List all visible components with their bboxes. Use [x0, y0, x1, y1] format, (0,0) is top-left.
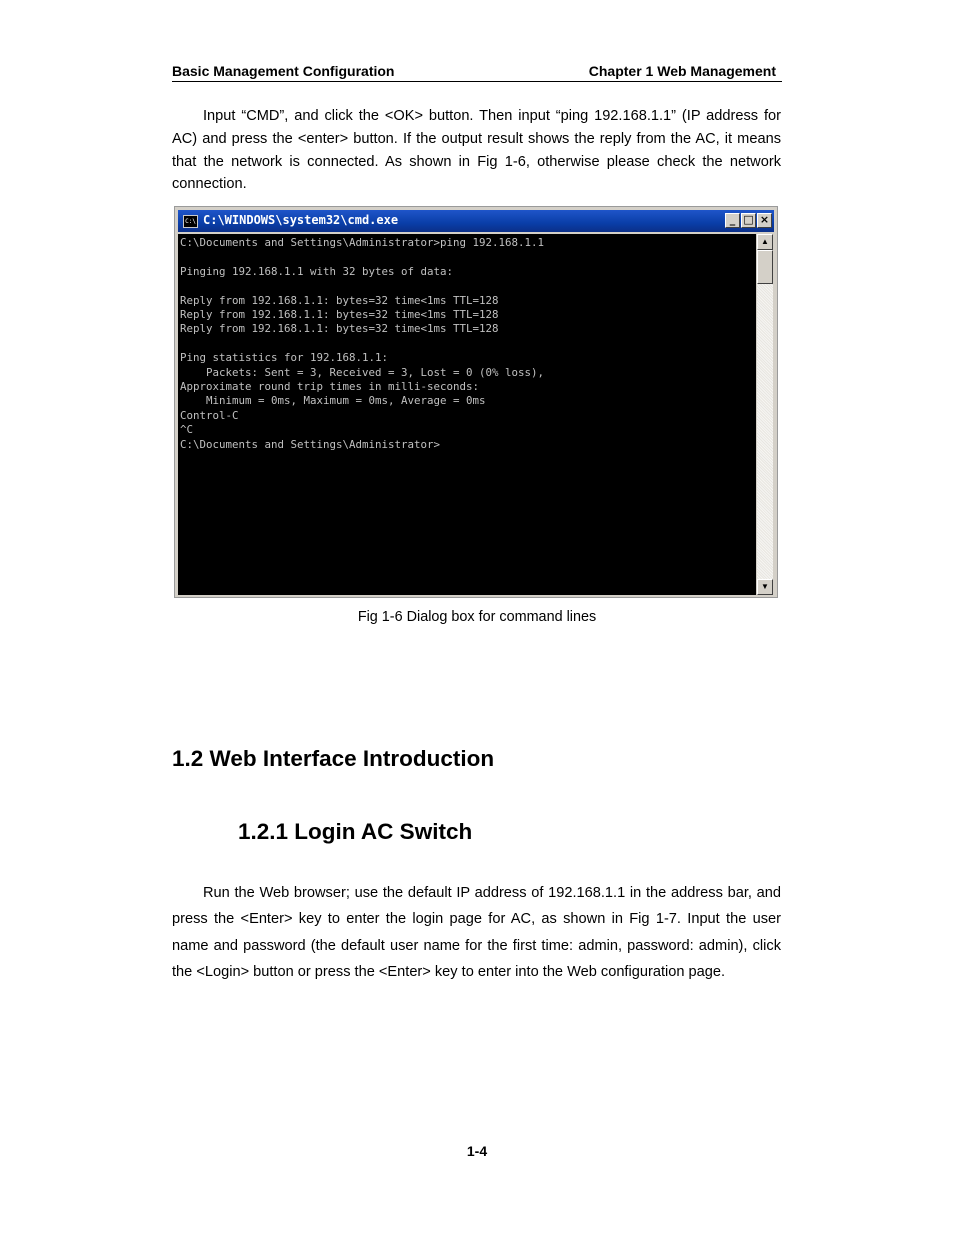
intro-paragraph: Input “CMD”, and click the <OK> button. Then input “ping 192.168.1.1” (IP address for AC) and press the <enter> button. If the output result shows the reply from the AC, it means that the network is connected. As shown in Fig 1-6, otherwise please check the network connection.	[172, 108, 781, 193]
login-paragraph: Run the Web browser; use the default IP address of 192.168.1.1 in the address bar, and press the <Enter> key to enter the login page for AC, as shown in Fig 1-7. Input the user name and password (the default user name for the first time: admin, password: admin), click the <Login> button or press the <Enter> key to enter into the Web configuration page.	[172, 885, 781, 980]
cmd-window-title: C:\WINDOWS\system32\cmd.exe	[203, 213, 399, 227]
figure-caption: Fig 1-6 Dialog box for command lines	[357, 609, 597, 625]
console-output-text: C:\Documents and Settings\Administrator>ping 192.168.1.1 Pinging 192.168.1.1 with 32 bytes of data: Reply from 192.168.1.1: bytes=32 time<1ms TTL=128 Reply from 192.168.1.1: bytes=32 time<1ms TTL=128 Reply from 192.168.1.1: bytes=32 time<1ms TTL=128 Ping statistics for 192.168.1.1: Packets: Sent = 3, Received = 3, Lost = 0 (0% loss), Approximate round trip times in milli-seconds: Minimum = 0ms, Maximum = 0ms, Average = 0ms Control-C ^C C:\Documents and Settings\Administrator>	[180, 236, 545, 451]
console-icon: C:\	[183, 215, 198, 228]
scroll-thumb	[757, 250, 773, 284]
header-chapter-title: Chapter 1 Web Management	[588, 63, 776, 79]
maximize-icon: □	[741, 213, 756, 228]
header-section-title: Basic Management Configuration	[172, 63, 395, 79]
page-number: 1-4	[466, 1143, 488, 1159]
close-icon: ×	[757, 213, 772, 228]
cmd-titlebar	[178, 210, 774, 232]
console-output-area	[178, 234, 756, 595]
page-header	[172, 62, 782, 82]
console-scrollbar	[757, 234, 773, 595]
subsection-heading: 1.2.1 Login AC Switch	[238, 819, 473, 844]
section-heading: 1.2 Web Interface Introduction	[172, 746, 495, 771]
scroll-down-icon: ▼	[757, 579, 773, 595]
minimize-icon: _	[725, 213, 740, 228]
cmd-window-screenshot	[174, 206, 778, 598]
scroll-up-icon: ▲	[757, 234, 773, 250]
